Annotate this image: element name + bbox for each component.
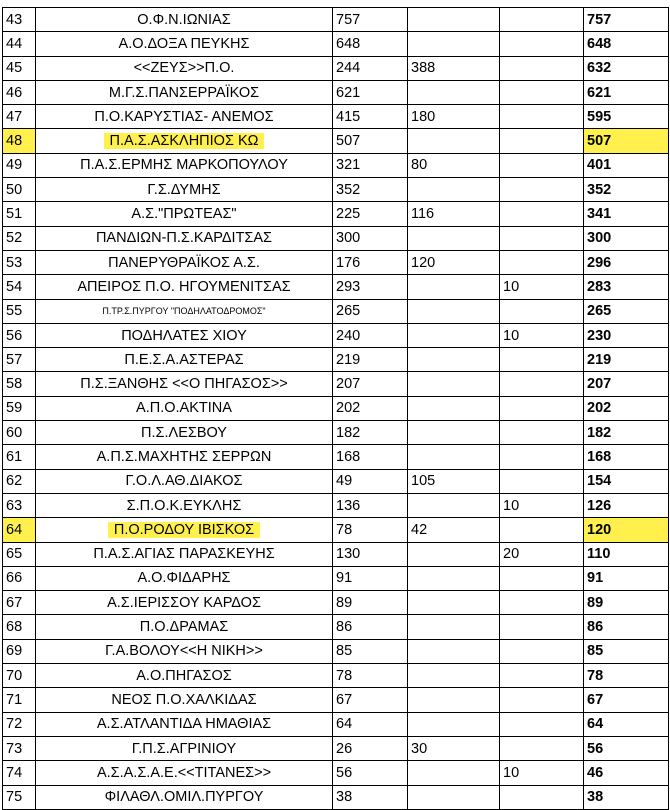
table-row xyxy=(3,736,669,760)
penalty-cell xyxy=(500,348,584,372)
total-cell: 401 xyxy=(584,153,669,177)
standings-table xyxy=(2,7,669,810)
table-row xyxy=(3,639,669,663)
points-b-cell: 180 xyxy=(408,105,500,129)
table-row xyxy=(3,226,669,250)
points-b-cell xyxy=(408,323,500,347)
club-name-cell: ΠΑΝΔΙΩΝ-Π.Σ.ΚΑΡΔΙΤΣΑΣ xyxy=(36,226,333,250)
total-cell: 78 xyxy=(584,664,669,688)
club-name-cell: Π.Α.Σ.ΑΓΙΑΣ ΠΑΡΑΣΚΕΥΗΣ xyxy=(36,542,333,566)
points-a-cell: 56 xyxy=(333,761,408,785)
penalty-cell: 20 xyxy=(500,542,584,566)
penalty-cell xyxy=(500,80,584,104)
points-a-cell: 49 xyxy=(333,469,408,493)
rank-cell: 54 xyxy=(3,275,36,299)
penalty-cell: 10 xyxy=(500,323,584,347)
club-name-cell: Α.Ο.ΠΗΓΑΣΟΣ xyxy=(36,664,333,688)
points-a-cell: 182 xyxy=(333,421,408,445)
rank-cell: 62 xyxy=(3,469,36,493)
points-b-cell xyxy=(408,664,500,688)
points-b-cell xyxy=(408,396,500,420)
table-row xyxy=(3,129,669,153)
points-a-cell: 293 xyxy=(333,275,408,299)
points-b-cell: 388 xyxy=(408,56,500,80)
table-row xyxy=(3,8,669,32)
rank-cell: 72 xyxy=(3,712,36,736)
rank-cell: 57 xyxy=(3,348,36,372)
total-cell: 86 xyxy=(584,615,669,639)
club-name-cell: ΑΠΕΙΡΟΣ Π.Ο. ΗΓΟΥΜΕΝΙΤΣΑΣ xyxy=(36,275,333,299)
points-a-cell: 648 xyxy=(333,32,408,56)
total-cell: 110 xyxy=(584,542,669,566)
points-b-cell xyxy=(408,129,500,153)
points-a-cell: 136 xyxy=(333,493,408,517)
rank-cell: 75 xyxy=(3,785,36,809)
standings-sheet xyxy=(2,7,668,810)
penalty-cell xyxy=(500,518,584,542)
table-row xyxy=(3,275,669,299)
points-a-cell: 225 xyxy=(333,202,408,226)
table-row xyxy=(3,153,669,177)
points-a-cell: 26 xyxy=(333,736,408,760)
rank-cell: 51 xyxy=(3,202,36,226)
points-a-cell: 38 xyxy=(333,785,408,809)
penalty-cell xyxy=(500,664,584,688)
rank-cell: 45 xyxy=(3,56,36,80)
table-row xyxy=(3,712,669,736)
club-name-cell: Γ.Ο.Λ.ΑΘ.ΔΙΑΚΟΣ xyxy=(36,469,333,493)
penalty-cell xyxy=(500,615,584,639)
table-row xyxy=(3,493,669,517)
points-a-cell: 265 xyxy=(333,299,408,323)
total-cell: 230 xyxy=(584,323,669,347)
total-cell: 300 xyxy=(584,226,669,250)
penalty-cell xyxy=(500,129,584,153)
points-a-cell: 207 xyxy=(333,372,408,396)
total-cell: 202 xyxy=(584,396,669,420)
points-a-cell: 67 xyxy=(333,688,408,712)
points-a-cell: 240 xyxy=(333,323,408,347)
penalty-cell xyxy=(500,299,584,323)
points-b-cell xyxy=(408,348,500,372)
points-b-cell xyxy=(408,445,500,469)
club-name-cell: ΠΑΝΕΡΥΘΡΑΪΚΟΣ Α.Σ. xyxy=(36,250,333,274)
table-row xyxy=(3,202,669,226)
penalty-cell xyxy=(500,105,584,129)
points-a-cell: 621 xyxy=(333,80,408,104)
points-a-cell: 91 xyxy=(333,566,408,590)
points-a-cell: 507 xyxy=(333,129,408,153)
points-b-cell xyxy=(408,226,500,250)
points-a-cell: 86 xyxy=(333,615,408,639)
rank-cell: 60 xyxy=(3,421,36,445)
total-cell: 265 xyxy=(584,299,669,323)
rank-cell: 63 xyxy=(3,493,36,517)
points-b-cell xyxy=(408,615,500,639)
table-row xyxy=(3,250,669,274)
rank-cell: 73 xyxy=(3,736,36,760)
club-name-cell: Π.Ο.ΚΑΡΥΣΤΙΑΣ- ΑΝΕΜΟΣ xyxy=(36,105,333,129)
table-row xyxy=(3,664,669,688)
points-b-cell xyxy=(408,688,500,712)
points-b-cell xyxy=(408,785,500,809)
points-b-cell xyxy=(408,80,500,104)
club-name-cell: <<ΖΕΥΣ>>Π.Ο. xyxy=(36,56,333,80)
club-name-cell: Μ.Γ.Σ.ΠΑΝΣΕΡΡΑΪΚΟΣ xyxy=(36,80,333,104)
points-b-cell: 116 xyxy=(408,202,500,226)
total-cell: 341 xyxy=(584,202,669,226)
club-name-cell: Α.Σ.ΙΕΡΙΣΣΟΥ ΚΑΡΔΟΣ xyxy=(36,591,333,615)
total-cell: 38 xyxy=(584,785,669,809)
club-name-cell: Α.Σ.ΑΤΛΑΝΤΙΔΑ ΗΜΑΘΙΑΣ xyxy=(36,712,333,736)
penalty-cell xyxy=(500,202,584,226)
penalty-cell xyxy=(500,32,584,56)
rank-cell: 74 xyxy=(3,761,36,785)
table-row xyxy=(3,566,669,590)
club-name-cell: Γ.Σ.ΔΥΜΗΣ xyxy=(36,178,333,202)
points-b-cell xyxy=(408,542,500,566)
points-b-cell xyxy=(408,178,500,202)
total-cell: 352 xyxy=(584,178,669,202)
points-a-cell: 244 xyxy=(333,56,408,80)
total-cell: 219 xyxy=(584,348,669,372)
points-a-cell: 64 xyxy=(333,712,408,736)
points-a-cell: 176 xyxy=(333,250,408,274)
points-b-cell: 80 xyxy=(408,153,500,177)
total-cell: 120 xyxy=(584,518,669,542)
total-cell: 621 xyxy=(584,80,669,104)
points-a-cell: 89 xyxy=(333,591,408,615)
points-b-cell xyxy=(408,566,500,590)
table-row xyxy=(3,445,669,469)
points-b-cell xyxy=(408,32,500,56)
club-name-cell: Π.ΤΡ.Σ.ΠΥΡΓΟΥ "ΠΟΔΗΛΑΤΟΔΡΟΜΟΣ" xyxy=(36,299,333,323)
rank-cell: 55 xyxy=(3,299,36,323)
table-row xyxy=(3,299,669,323)
rank-cell: 59 xyxy=(3,396,36,420)
table-row xyxy=(3,372,669,396)
points-b-cell: 105 xyxy=(408,469,500,493)
table-row xyxy=(3,688,669,712)
table-row xyxy=(3,469,669,493)
total-cell: 126 xyxy=(584,493,669,517)
club-name-cell: Γ.Π.Σ.ΑΓΡΙΝΙΟΥ xyxy=(36,736,333,760)
total-cell: 595 xyxy=(584,105,669,129)
rank-cell: 56 xyxy=(3,323,36,347)
penalty-cell xyxy=(500,250,584,274)
penalty-cell xyxy=(500,396,584,420)
rank-cell: 46 xyxy=(3,80,36,104)
points-b-cell xyxy=(408,761,500,785)
points-b-cell: 42 xyxy=(408,518,500,542)
points-b-cell xyxy=(408,639,500,663)
penalty-cell xyxy=(500,153,584,177)
penalty-cell: 10 xyxy=(500,275,584,299)
points-b-cell xyxy=(408,275,500,299)
points-b-cell: 30 xyxy=(408,736,500,760)
rank-cell: 65 xyxy=(3,542,36,566)
table-row xyxy=(3,178,669,202)
rank-cell: 53 xyxy=(3,250,36,274)
penalty-cell xyxy=(500,178,584,202)
table-row xyxy=(3,396,669,420)
points-a-cell: 130 xyxy=(333,542,408,566)
points-a-cell: 202 xyxy=(333,396,408,420)
club-name-cell: Α.Π.Σ.ΜΑΧΗΤΗΣ ΣΕΡΡΩΝ xyxy=(36,445,333,469)
points-a-cell: 85 xyxy=(333,639,408,663)
penalty-cell xyxy=(500,688,584,712)
club-name-cell: ΦΙΛΑΘΛ.ΟΜΙΛ.ΠΥΡΓΟΥ xyxy=(36,785,333,809)
penalty-cell xyxy=(500,445,584,469)
total-cell: 67 xyxy=(584,688,669,712)
total-cell: 168 xyxy=(584,445,669,469)
club-name-cell: Α.Ο.ΦΙΔΑΡΗΣ xyxy=(36,566,333,590)
total-cell: 283 xyxy=(584,275,669,299)
total-cell: 632 xyxy=(584,56,669,80)
rank-cell: 71 xyxy=(3,688,36,712)
penalty-cell: 10 xyxy=(500,761,584,785)
points-b-cell xyxy=(408,299,500,323)
rank-cell: 67 xyxy=(3,591,36,615)
total-cell: 64 xyxy=(584,712,669,736)
table-row xyxy=(3,518,669,542)
penalty-cell xyxy=(500,8,584,32)
rank-cell: 64 xyxy=(3,518,36,542)
club-name-cell: Π.Ο.ΔΡΑΜΑΣ xyxy=(36,615,333,639)
total-cell: 91 xyxy=(584,566,669,590)
penalty-cell xyxy=(500,226,584,250)
club-name-cell: Α.Σ.Α.Σ.Α.Ε.<<ΤΙΤΑΝΕΣ>> xyxy=(36,761,333,785)
total-cell: 56 xyxy=(584,736,669,760)
points-a-cell: 219 xyxy=(333,348,408,372)
club-name-cell: Α.Ο.ΔΟΞΑ ΠΕΥΚΗΣ xyxy=(36,32,333,56)
total-cell: 757 xyxy=(584,8,669,32)
club-name-highlight: Π.Ο.ΡΟΔΟΥ ΙΒΙΣΚΟΣ xyxy=(108,522,260,538)
penalty-cell xyxy=(500,591,584,615)
points-b-cell xyxy=(408,591,500,615)
penalty-cell xyxy=(500,712,584,736)
total-cell: 85 xyxy=(584,639,669,663)
rank-cell: 68 xyxy=(3,615,36,639)
table-row xyxy=(3,785,669,809)
club-name-cell: Ο.Φ.Ν.ΙΩΝΙΑΣ xyxy=(36,8,333,32)
total-cell: 507 xyxy=(584,129,669,153)
points-b-cell xyxy=(408,421,500,445)
rank-cell: 69 xyxy=(3,639,36,663)
table-row xyxy=(3,32,669,56)
club-name-cell xyxy=(36,129,333,153)
club-name-cell: Π.Α.Σ.ΕΡΜΗΣ ΜΑΡΚΟΠΟΥΛΟΥ xyxy=(36,153,333,177)
rank-cell: 52 xyxy=(3,226,36,250)
points-a-cell: 300 xyxy=(333,226,408,250)
points-a-cell: 168 xyxy=(333,445,408,469)
rank-cell: 49 xyxy=(3,153,36,177)
points-a-cell: 78 xyxy=(333,518,408,542)
penalty-cell xyxy=(500,566,584,590)
standings-rows xyxy=(3,8,669,810)
table-row xyxy=(3,80,669,104)
rank-cell: 70 xyxy=(3,664,36,688)
table-row xyxy=(3,542,669,566)
club-name-cell: Α.Σ."ΠΡΩΤΕΑΣ" xyxy=(36,202,333,226)
total-cell: 89 xyxy=(584,591,669,615)
points-b-cell xyxy=(408,712,500,736)
points-b-cell: 120 xyxy=(408,250,500,274)
club-name-cell: Π.Σ.ΛΕΣΒΟΥ xyxy=(36,421,333,445)
table-row xyxy=(3,348,669,372)
table-row xyxy=(3,105,669,129)
rank-cell: 61 xyxy=(3,445,36,469)
club-name-cell: Π.Ε.Σ.Α.ΑΣΤΕΡΑΣ xyxy=(36,348,333,372)
points-b-cell xyxy=(408,493,500,517)
points-a-cell: 352 xyxy=(333,178,408,202)
club-name-highlight: Π.Α.Σ.ΑΣΚΛΗΠΙΟΣ ΚΩ xyxy=(104,133,265,149)
table-row xyxy=(3,323,669,347)
table-row xyxy=(3,615,669,639)
table-row xyxy=(3,761,669,785)
penalty-cell xyxy=(500,421,584,445)
rank-cell: 48 xyxy=(3,129,36,153)
penalty-cell xyxy=(500,736,584,760)
table-row xyxy=(3,421,669,445)
penalty-cell xyxy=(500,372,584,396)
points-a-cell: 415 xyxy=(333,105,408,129)
club-name-cell: ΝΕΟΣ Π.Ο.ΧΑΛΚΙΔΑΣ xyxy=(36,688,333,712)
rank-cell: 50 xyxy=(3,178,36,202)
club-name-cell: Γ.Α.ΒΟΛΟΥ<<Η ΝΙΚΗ>> xyxy=(36,639,333,663)
rank-cell: 47 xyxy=(3,105,36,129)
penalty-cell: 10 xyxy=(500,493,584,517)
points-b-cell xyxy=(408,8,500,32)
table-row xyxy=(3,591,669,615)
total-cell: 648 xyxy=(584,32,669,56)
penalty-cell xyxy=(500,785,584,809)
table-row xyxy=(3,56,669,80)
total-cell: 296 xyxy=(584,250,669,274)
points-a-cell: 757 xyxy=(333,8,408,32)
rank-cell: 44 xyxy=(3,32,36,56)
penalty-cell xyxy=(500,639,584,663)
rank-cell: 58 xyxy=(3,372,36,396)
club-name-cell: ΠΟΔΗΛΑΤΕΣ ΧΙΟΥ xyxy=(36,323,333,347)
total-cell: 46 xyxy=(584,761,669,785)
total-cell: 207 xyxy=(584,372,669,396)
rank-cell: 43 xyxy=(3,8,36,32)
total-cell: 154 xyxy=(584,469,669,493)
points-a-cell: 78 xyxy=(333,664,408,688)
points-a-cell: 321 xyxy=(333,153,408,177)
club-name-cell: Π.Σ.ΞΑΝΘΗΣ <<Ο ΠΗΓΑΣΟΣ>> xyxy=(36,372,333,396)
rank-cell: 66 xyxy=(3,566,36,590)
total-cell: 182 xyxy=(584,421,669,445)
penalty-cell xyxy=(500,56,584,80)
points-b-cell xyxy=(408,372,500,396)
penalty-cell xyxy=(500,469,584,493)
club-name-cell: Α.Π.Ο.ΑΚΤΙΝΑ xyxy=(36,396,333,420)
club-name-cell xyxy=(36,518,333,542)
club-name-cell: Σ.Π.Ο.Κ.ΕΥΚΛΗΣ xyxy=(36,493,333,517)
